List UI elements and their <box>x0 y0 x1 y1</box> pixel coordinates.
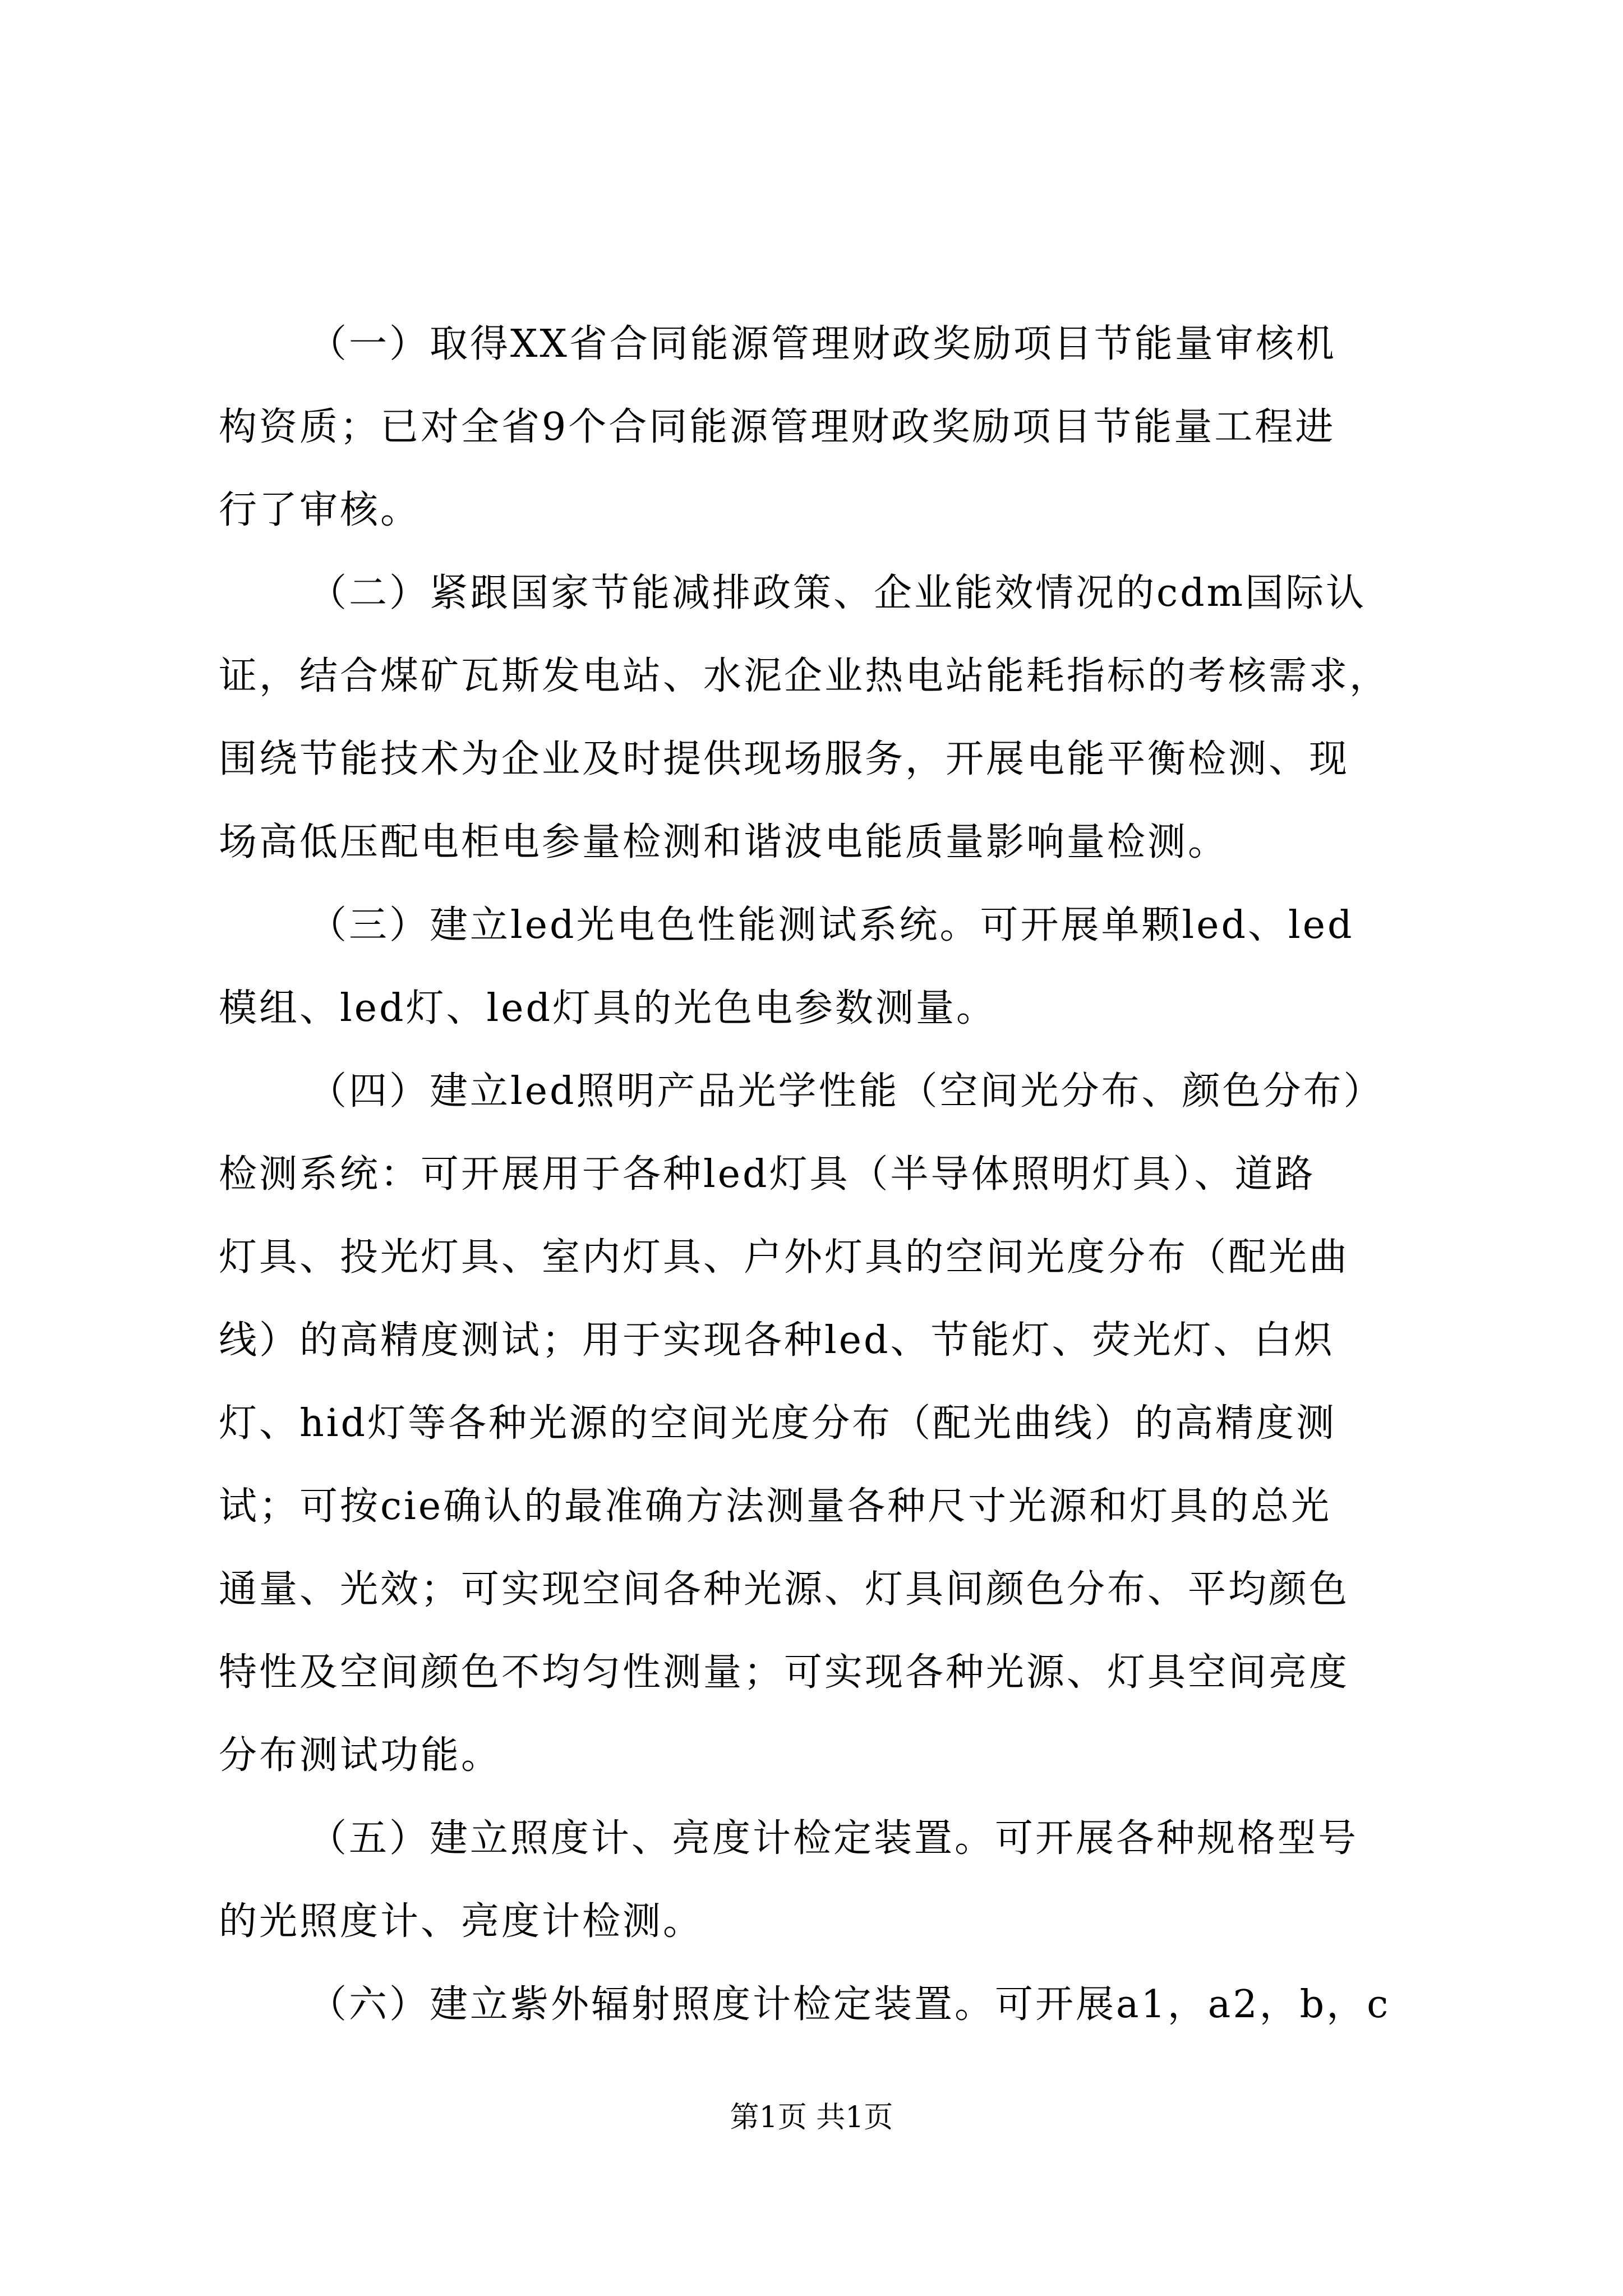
paragraph-3-line-1: （三）建立led光电色性能测试系统。可开展单颗led、led <box>308 903 1354 947</box>
paragraph-2-line-2: 证，结合煤矿瓦斯发电站、水泥企业热电站能耗指标的考核需求， <box>219 654 1390 698</box>
paragraph-4-line-4: 线）的高精度测试；用于实现各种led、节能灯、荧光灯、白炽 <box>219 1318 1335 1363</box>
paragraph-1-line-3: 行了审核。 <box>219 488 421 532</box>
paragraph-1-line-2: 构资质；已对全省9个合同能源管理财政奖励项目节能量工程进 <box>219 405 1336 449</box>
paragraph-4-line-6: 试；可按cie确认的最准确方法测量各种尺寸光源和灯具的总光 <box>219 1484 1332 1529</box>
page-footer: 第1页 共1页 <box>730 2101 893 2134</box>
document-body <box>219 303 1453 2046</box>
paragraph-1-line-1: （一）取得XX省合同能源管理财政奖励项目节能量审核机 <box>308 322 1336 366</box>
paragraph-4-line-3: 灯具、投光灯具、室内灯具、户外灯具的空间光度分布（配光曲 <box>219 1235 1350 1280</box>
paragraph-2-line-4: 场高低压配电柜电参量检测和谐波电能质量影响量检测。 <box>219 820 1229 864</box>
paragraph-4-line-5: 灯、hid灯等各种光源的空间光度分布（配光曲线）的高精度测 <box>219 1401 1337 1446</box>
paragraph-4-line-2: 检测系统：可开展用于各种led灯具（半导体照明灯具）、道路 <box>219 1152 1316 1197</box>
paragraph-3-line-2: 模组、led灯、led灯具的光色电参数测量。 <box>219 986 997 1030</box>
paragraph-4-line-1: （四）建立led照明产品光学性能（空间光分布、颜色分布） <box>308 1069 1384 1114</box>
paragraph-6-line-1: （六）建立紫外辐射照度计检定装置。可开展a1，a2，b，c <box>308 1982 1391 2027</box>
paragraph-5-line-2: 的光照度计、亮度计检测。 <box>219 1899 704 1944</box>
paragraph-2-line-1: （二）紧跟国家节能减排政策、企业能效情况的cdm国际认 <box>308 571 1367 615</box>
paragraph-4-line-8: 特性及空间颜色不均匀性测量；可实现各种光源、灯具空间亮度 <box>219 1650 1350 1695</box>
paragraph-5-line-1: （五）建立照度计、亮度计检定装置。可开展各种规格型号 <box>308 1816 1359 1861</box>
paragraph-4-line-9: 分布测试功能。 <box>219 1733 502 1778</box>
paragraph-4-line-7: 通量、光效；可实现空间各种光源、灯具间颜色分布、平均颜色 <box>219 1567 1350 1612</box>
paragraph-2-line-3: 围绕节能技术为企业及时提供现场服务，开展电能平衡检测、现 <box>219 737 1350 781</box>
